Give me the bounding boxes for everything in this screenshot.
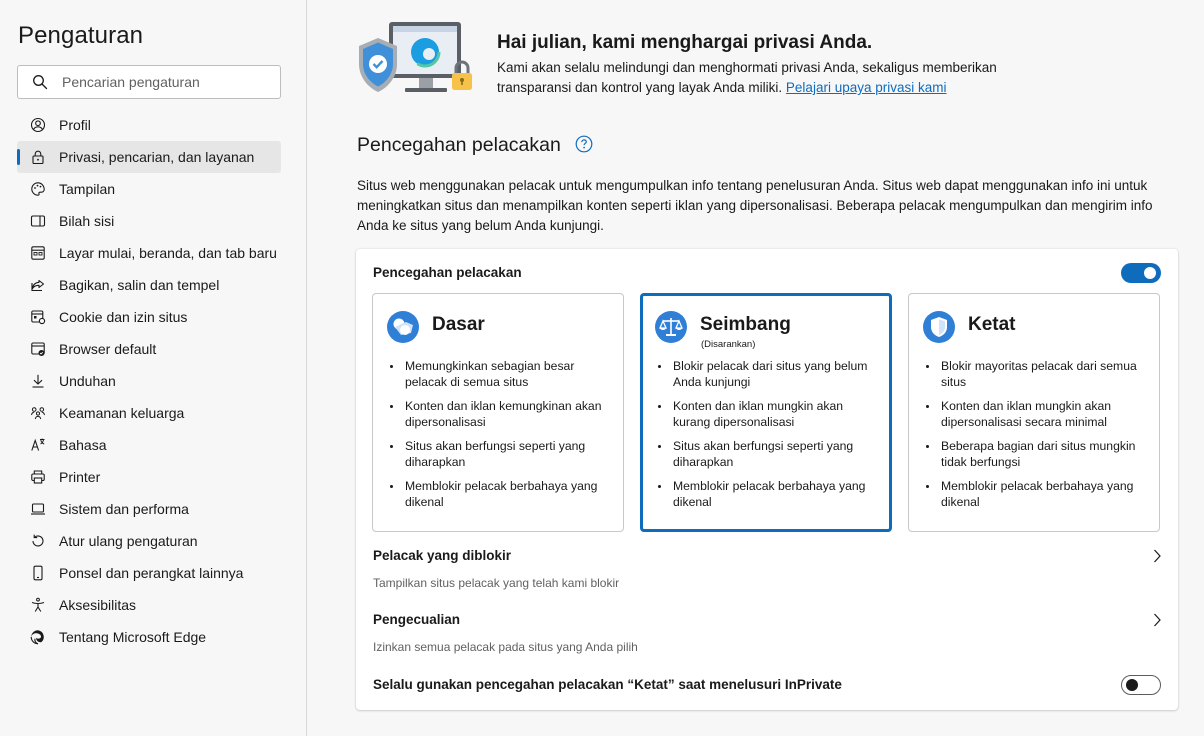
option-bullet: Memblokir pelacak berbahaya yang dikenal <box>387 478 609 510</box>
sidebar-title: Pengaturan <box>18 22 144 49</box>
sidebar-nav <box>17 109 281 653</box>
privacy-learn-more-link[interactable]: Pelajari upaya privasi kami <box>785 80 947 95</box>
sidebar-item-label: Printer <box>59 469 101 485</box>
sidebar-item-browser-default[interactable] <box>17 333 281 365</box>
search-icon <box>32 74 48 90</box>
hero-title: Hai julian, kami menghargai privasi Anda. <box>497 32 873 53</box>
profile-icon <box>30 117 46 133</box>
sidebar-item-label: Keamanan keluarga <box>59 405 185 421</box>
sidebar-item-label: Aksesibilitas <box>59 597 137 613</box>
download-icon <box>30 373 46 389</box>
printer-icon <box>30 469 46 485</box>
option-seimbang[interactable] <box>640 293 892 532</box>
blocked-trackers-title[interactable]: Pelacak yang diblokir <box>373 548 512 563</box>
edge-logo-icon <box>30 629 46 645</box>
default-browser-icon <box>30 341 46 357</box>
chevron-right-icon[interactable] <box>1152 612 1162 628</box>
search-input[interactable] <box>62 72 272 92</box>
blocked-trackers-subtitle: Tampilkan situs pelacak yang telah kami blokir <box>373 576 620 590</box>
option-bullets <box>923 358 1145 518</box>
toggle-knob <box>1126 679 1138 691</box>
privacy-illustration <box>357 18 479 98</box>
tracking-toggle-label: Pencegahan pelacakan <box>373 265 522 280</box>
sidebar-item-tampilan[interactable] <box>17 173 281 205</box>
sidebar <box>0 0 307 736</box>
option-bullets <box>387 358 609 518</box>
sidebar-item-label: Tampilan <box>59 181 116 197</box>
section-title: Pencegahan pelacakan <box>357 134 561 156</box>
balance-scale-icon <box>655 311 687 343</box>
option-title: Ketat <box>968 314 1016 335</box>
inprivate-strict-toggle[interactable] <box>1121 675 1161 695</box>
sidebar-item-label: Bilah sisi <box>59 213 115 229</box>
sidebar-item-bilah-sisi[interactable] <box>17 205 281 237</box>
sidebar-item-ponsel[interactable] <box>17 557 281 589</box>
site-permissions-icon <box>30 309 46 325</box>
sidebar-item-label: Tentang Microsoft Edge <box>59 629 207 645</box>
sidebar-item-label: Privasi, pencarian, dan layanan <box>59 149 255 165</box>
exceptions-title[interactable]: Pengecualian <box>373 612 461 627</box>
option-bullet: Konten dan iklan mungkin akan dipersonalisasi secara minimal <box>923 398 1145 430</box>
search-box[interactable] <box>17 65 281 99</box>
phone-icon <box>30 565 46 581</box>
basic-shield-icon <box>387 311 419 343</box>
lock-icon <box>30 149 46 165</box>
option-bullet: Blokir pelacak dari situs yang belum Anda kunjungi <box>655 358 877 390</box>
sidebar-item-bahasa[interactable] <box>17 429 281 461</box>
option-title: Seimbang <box>700 314 791 335</box>
option-dasar[interactable] <box>372 293 624 532</box>
hero-description: Kami akan selalu melindungi dan menghormati privasi Anda, sekaligus memberikan transparansi dan kontrol yang layak Anda miliki. <box>497 60 997 95</box>
reset-icon <box>30 533 46 549</box>
main-content <box>307 0 1204 736</box>
laptop-icon <box>30 501 46 517</box>
toggle-knob <box>1144 267 1156 279</box>
sidebar-item-label: Sistem dan performa <box>59 501 189 517</box>
option-title: Dasar <box>432 314 485 335</box>
option-subtitle: (Disarankan) <box>701 339 756 350</box>
exceptions-subtitle: Izinkan semua pelacak pada situs yang Anda pilih <box>373 640 638 654</box>
sidebar-item-label: Profil <box>59 117 91 133</box>
sidebar-icon <box>30 213 46 229</box>
sidebar-item-printer[interactable] <box>17 461 281 493</box>
option-bullet: Situs akan berfungsi seperti yang diharapkan <box>655 438 877 470</box>
option-bullet: Beberapa bagian dari situs mungkin tidak berfungsi <box>923 438 1145 470</box>
sidebar-item-label: Browser default <box>59 341 157 357</box>
option-bullets <box>655 358 877 518</box>
sidebar-item-profil[interactable] <box>17 109 281 141</box>
sidebar-item-label: Cookie dan izin situs <box>59 309 188 325</box>
start-page-icon <box>30 245 46 261</box>
sidebar-item-bagikan[interactable] <box>17 269 281 301</box>
sidebar-item-label: Layar mulai, beranda, dan tab baru <box>59 245 277 261</box>
tracking-toggle[interactable] <box>1121 263 1161 283</box>
option-bullet: Blokir mayoritas pelacak dari semua situs <box>923 358 1145 390</box>
sidebar-item-label: Bagikan, salin dan tempel <box>59 277 220 293</box>
sidebar-item-privasi[interactable] <box>17 141 281 173</box>
option-ketat[interactable] <box>908 293 1160 532</box>
help-icon[interactable] <box>575 135 593 153</box>
sidebar-item-cookie[interactable] <box>17 301 281 333</box>
sidebar-item-label: Atur ulang pengaturan <box>59 533 198 549</box>
inprivate-strict-label: Selalu gunakan pencegahan pelacakan “Ketat” saat menelusuri InPrivate <box>373 677 842 692</box>
sidebar-item-layar-mulai[interactable] <box>17 237 281 269</box>
option-bullet: Memblokir pelacak berbahaya yang dikenal <box>923 478 1145 510</box>
sidebar-item-keamanan-keluarga[interactable] <box>17 397 281 429</box>
option-bullet: Situs akan berfungsi seperti yang diharapkan <box>387 438 609 470</box>
sidebar-item-sistem[interactable] <box>17 493 281 525</box>
share-icon <box>30 277 46 293</box>
section-description: Situs web menggunakan pelacak untuk mengumpulkan info tentang penelusuran Anda. Situs web dapat menggunakan info ini untuk meningkatkan situs dan menampilkan konten seperti iklan yang dipersonalisasi. Beberapa pelacak mengumpulkan dan mengirim info Anda ke situs yang belum Anda kunjungi. <box>357 178 1153 233</box>
language-icon <box>30 437 46 453</box>
tracking-card <box>356 249 1178 710</box>
sidebar-item-tentang-edge[interactable] <box>17 621 281 653</box>
option-bullet: Konten dan iklan mungkin akan kurang dipersonalisasi <box>655 398 877 430</box>
sidebar-item-label: Bahasa <box>59 437 107 453</box>
sidebar-item-label: Unduhan <box>59 373 116 389</box>
option-bullet: Memblokir pelacak berbahaya yang dikenal <box>655 478 877 510</box>
palette-icon <box>30 181 46 197</box>
strict-shield-icon <box>923 311 955 343</box>
option-bullet: Memungkinkan sebagian besar pelacak di semua situs <box>387 358 609 390</box>
hero-text <box>497 58 1057 98</box>
accessibility-icon <box>30 597 46 613</box>
sidebar-item-aksesibilitas[interactable] <box>17 589 281 621</box>
family-icon <box>30 405 46 421</box>
option-bullet: Konten dan iklan kemungkinan akan dipersonalisasi <box>387 398 609 430</box>
sidebar-item-label: Ponsel dan perangkat lainnya <box>59 565 244 581</box>
chevron-right-icon[interactable] <box>1152 548 1162 564</box>
sidebar-item-unduhan[interactable] <box>17 365 281 397</box>
sidebar-item-atur-ulang[interactable] <box>17 525 281 557</box>
